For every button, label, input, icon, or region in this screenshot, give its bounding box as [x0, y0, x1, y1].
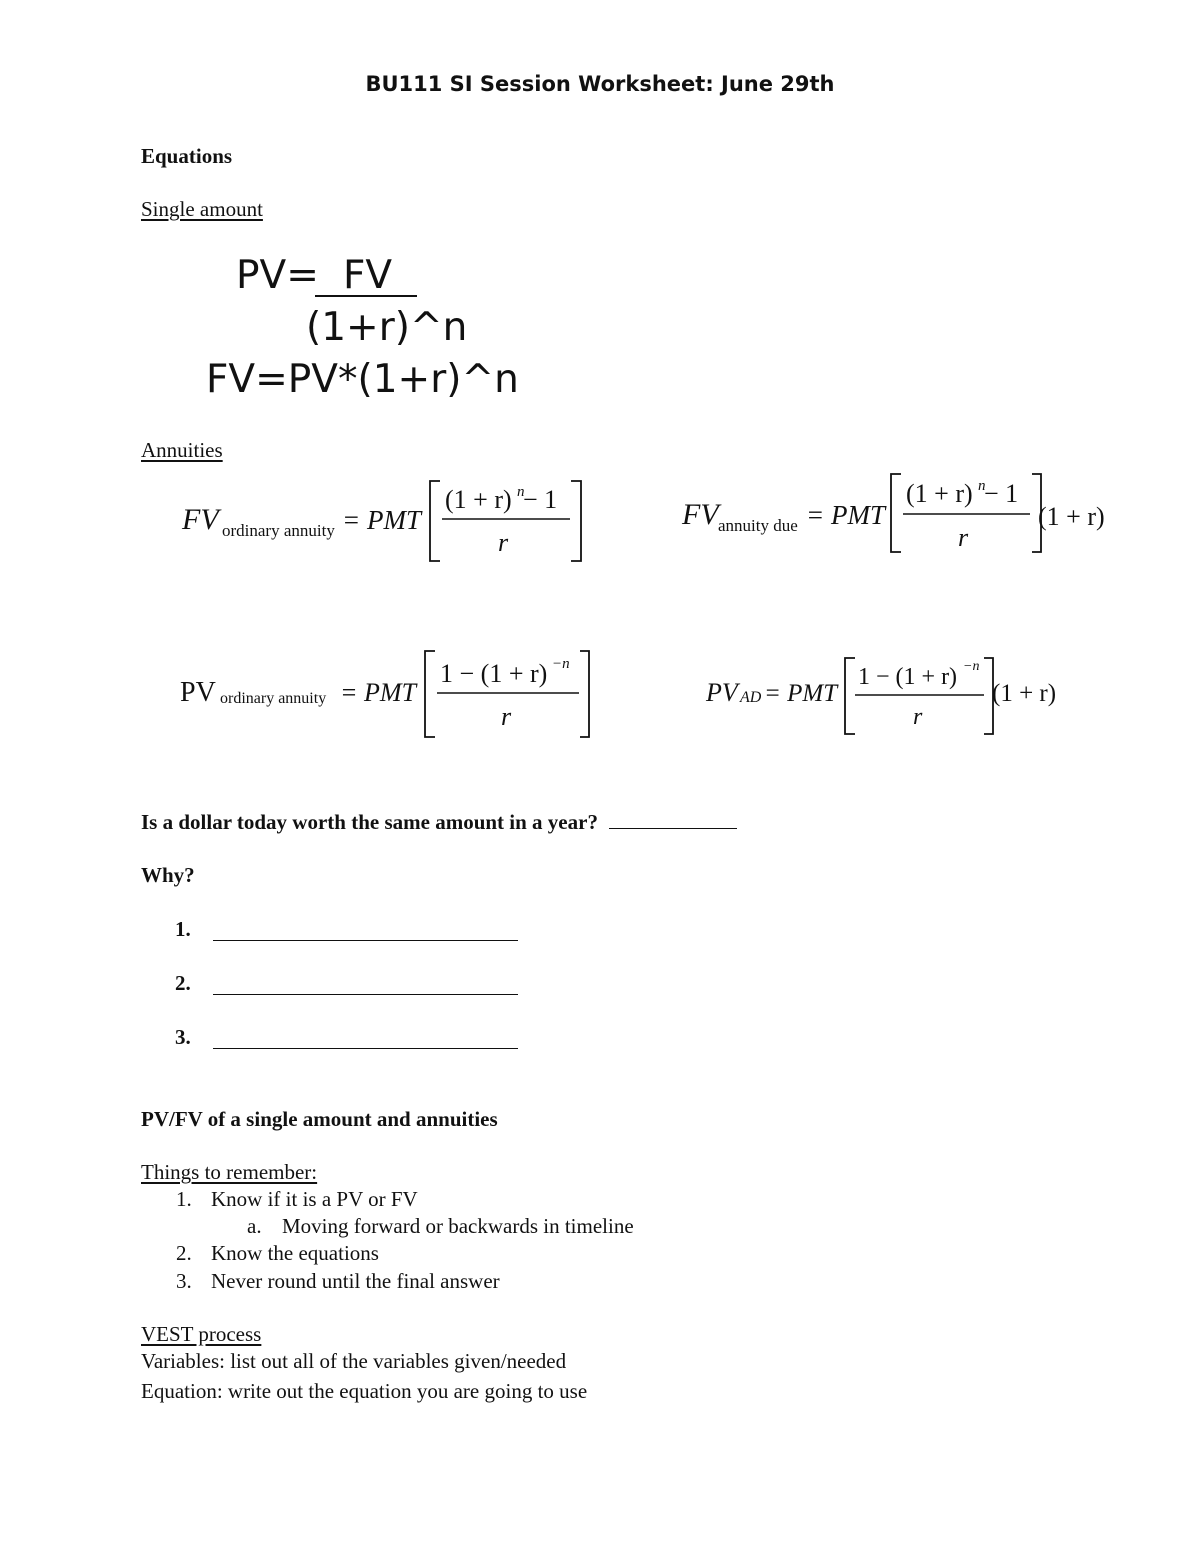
fv-ord-lhs: FV [182, 503, 219, 536]
equations-heading: Equations [141, 144, 233, 168]
fv-ord-num-tail: − 1 [523, 485, 558, 514]
pv-ad-sub: AD [740, 689, 762, 706]
single-amount-label: Single amount [141, 197, 263, 221]
fv-due-numerator: (1 + r) [906, 479, 973, 508]
pv-ad-eq: = PMT [764, 680, 838, 707]
fv-due-num-tail: − 1 [984, 479, 1019, 508]
why-item-2-blank[interactable] [213, 994, 518, 995]
pv-ord-right-bracket [580, 651, 589, 737]
fv-ord-left-bracket [430, 481, 440, 561]
fv-due-tail: (1 + r) [1038, 502, 1105, 531]
fv-ord-right-bracket [571, 481, 581, 561]
fv-ord-eq: = PMT [342, 505, 421, 535]
pv-ad-exp: −n [963, 659, 980, 674]
pv-ad-lhs: PV [706, 678, 738, 707]
why-item-2-number: 2. [175, 971, 191, 995]
section2-heading: PV/FV of a single amount and annuities [141, 1107, 498, 1131]
thing-2-text: Know the equations [211, 1241, 379, 1265]
vest-variables-line: Variables: list out all of the variables given/needed [141, 1349, 567, 1373]
pv-ord-numerator: 1 − (1 + r) [440, 659, 548, 688]
pv-numerator: FV [343, 253, 393, 298]
fv-ord-denominator: r [498, 528, 509, 557]
thing-1-text: Know if it is a PV or FV [211, 1187, 418, 1211]
fv-due-left-bracket [891, 474, 901, 552]
thing-1-number: 1. [176, 1187, 192, 1211]
vest-label: VEST process [141, 1322, 262, 1346]
pv-ord-sub: ordinary annuity [220, 690, 327, 707]
fv-due-lhs: FV [682, 498, 719, 531]
pv-lhs: PV= [236, 253, 319, 298]
fv-due-sub: annuity due [718, 516, 798, 535]
thing-3-number: 3. [176, 1269, 192, 1293]
pv-denominator: (1+r)^n [306, 305, 468, 350]
fv-ordinary-annuity-formula [178, 475, 588, 567]
fv-ord-sub: ordinary annuity [222, 521, 335, 540]
why-label: Why? [141, 863, 195, 887]
thing-3-text: Never round until the final answer [211, 1269, 500, 1293]
vest-equation-line: Equation: write out the equation you are going to use [141, 1379, 588, 1403]
thing-1a-number: a. [247, 1214, 262, 1238]
pv-ad-numerator: 1 − (1 + r) [858, 664, 958, 690]
fv-annuity-due-formula [680, 468, 1120, 560]
things-label: Things to remember: [141, 1160, 318, 1184]
question-line [141, 810, 737, 835]
question-text: Is a dollar today worth the same amount in a year? [141, 810, 598, 834]
answer-blank[interactable] [609, 828, 737, 829]
pv-ord-exp: −n [552, 656, 570, 672]
thing-1a-text: Moving forward or backwards in timeline [282, 1214, 634, 1238]
pv-fraction-bar [315, 295, 417, 297]
fv-due-eq: = PMT [806, 500, 885, 530]
pv-ordinary-annuity-formula [178, 645, 598, 743]
pv-annuity-due-formula [704, 652, 1084, 740]
pv-ord-denominator: r [501, 702, 512, 731]
pv-ord-eq: = PMT [340, 678, 417, 707]
annuities-label: Annuities [141, 438, 223, 462]
page-title: BU111 SI Session Worksheet: June 29th [365, 72, 835, 96]
why-item-3-number: 3. [175, 1025, 191, 1049]
why-item-1-blank[interactable] [213, 940, 518, 941]
why-item-3-blank[interactable] [213, 1048, 518, 1049]
pv-ad-tail: (1 + r) [992, 680, 1057, 707]
pv-ad-denominator: r [913, 704, 923, 730]
fv-due-denominator: r [958, 523, 969, 552]
pv-ord-left-bracket [425, 651, 435, 737]
thing-2-number: 2. [176, 1241, 192, 1265]
pv-ad-left-bracket [845, 658, 855, 734]
fv-ord-exp: n [517, 484, 525, 500]
fv-ord-numerator: (1 + r) [445, 485, 512, 514]
why-item-1-number: 1. [175, 917, 191, 941]
fv-due-exp: n [978, 478, 986, 494]
fv-formula: FV=PV*(1+r)^n [206, 357, 519, 402]
pv-ord-lhs: PV [180, 677, 216, 708]
